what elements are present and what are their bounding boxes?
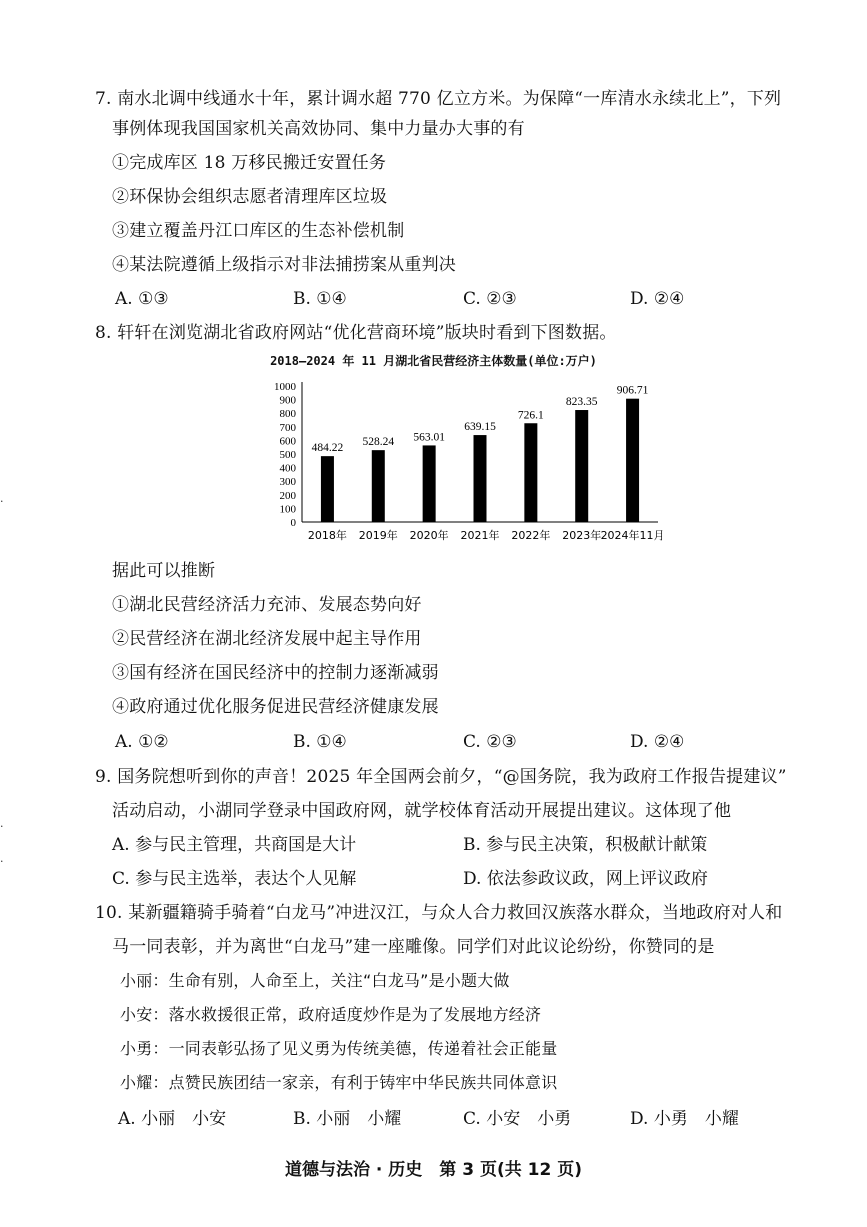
x-tick-label: 2020年	[409, 529, 449, 542]
q10-option-c: C. 小安 小勇	[463, 1109, 572, 1129]
y-tick-label: 1000	[274, 381, 296, 393]
q7-item-4: ④某法院遵循上级指示对非法捕捞案从重判决	[112, 255, 456, 275]
bar	[474, 435, 487, 522]
q10-opinion-xiaoyao: 小耀：点赞民族团结一家亲，有利于铸牢中华民族共同体意识	[120, 1073, 558, 1092]
binding-edge-mark: ·	[0, 495, 4, 508]
q7-item-1: ①完成库区 18 万移民搬迁安置任务	[112, 153, 387, 173]
bar	[626, 399, 639, 522]
bar-chart	[260, 372, 680, 552]
q7-item-3: ③建立覆盖丹江口库区的生态补偿机制	[112, 221, 405, 241]
bar	[372, 450, 385, 522]
y-tick-label: 300	[279, 476, 296, 489]
x-tick-label: 2024年11月	[600, 529, 665, 542]
q8-option-a: A. ①②	[115, 732, 169, 752]
q8-option-b: B. ①④	[293, 732, 347, 752]
y-tick-label: 700	[279, 421, 296, 434]
y-tick-label: 800	[279, 408, 296, 421]
data-label: 726.1	[517, 409, 544, 422]
q10-stem-line2: 马一同表彰，并为离世“白龙马”建一座雕像。同学们对此议论纷纷，你赞同的是	[112, 937, 715, 957]
bar	[321, 456, 334, 522]
y-tick-label: 900	[279, 394, 296, 407]
q10-option-b: B. 小丽 小耀	[293, 1109, 402, 1129]
x-tick-label: 2022年	[511, 529, 551, 542]
data-label: 528.24	[362, 436, 395, 449]
q9-option-b: B. 参与民主决策，积极献计献策	[463, 835, 708, 855]
x-tick-label: 2018年	[307, 529, 347, 542]
q8-item-3: ③国有经济在国民经济中的控制力逐渐减弱	[112, 663, 439, 683]
q10-opinion-xiaoli: 小丽：生命有别，人命至上，关注“白龙马”是小题大做	[120, 971, 510, 990]
y-tick-label: 400	[279, 462, 296, 475]
y-tick-label: 200	[279, 489, 296, 502]
q7-option-d: D. ②④	[630, 289, 685, 309]
chart-title: 2018–2024 年 11 月湖北省民营经济主体数量(单位:万户)	[270, 354, 597, 368]
q10-opinion-xiaoan: 小安：落水救援很正常，政府适度炒作是为了发展地方经济	[120, 1005, 542, 1024]
data-label: 823.35	[565, 396, 598, 409]
q10-stem-line1: 10. 某新疆籍骑手骑着“白龙马”冲进汉江，与众人合力救回汉族落水群众，当地政府对人和	[95, 903, 783, 923]
q7-option-b: B. ①④	[293, 289, 347, 309]
y-tick-label: 600	[279, 435, 296, 448]
q9-option-c: C. 参与民主选举，表达个人见解	[112, 869, 357, 889]
bar	[423, 445, 436, 522]
q7-option-a: A. ①③	[115, 289, 169, 309]
q7-stem-line1: 7. 南水北调中线通水十年，累计调水超 770 亿立方米。为保障“一库清水永续北上”，下列	[95, 89, 782, 109]
q9-stem-line2: 活动启动，小湖同学登录中国政府网，就学校体育活动开展提出建议。这体现了他	[112, 801, 732, 821]
q9-option-a: A. 参与民主管理，共商国是大计	[112, 835, 357, 855]
q8-lead: 据此可以推断	[112, 561, 216, 581]
bar	[524, 423, 537, 522]
q8-item-4: ④政府通过优化服务促进民营经济健康发展	[112, 697, 439, 717]
data-label: 906.71	[616, 384, 649, 397]
binding-edge-mark: ·	[0, 820, 4, 833]
x-tick-label: 2021年	[460, 529, 500, 542]
data-label: 563.01	[413, 431, 445, 444]
q7-item-2: ②环保协会组织志愿者清理库区垃圾	[112, 187, 388, 207]
data-label: 484.22	[311, 442, 344, 455]
q9-stem-line1: 9. 国务院想听到你的声音！2025 年全国两会前夕，“@国务院，我为政府工作报告提建议”	[95, 767, 787, 787]
y-tick-label: 0	[290, 517, 296, 529]
q10-opinion-xiaoyong: 小勇：一同表彰弘扬了见义勇为传统美德，传递着社会正能量	[120, 1039, 558, 1058]
q8-item-1: ①湖北民营经济活力充沛、发展态势向好	[112, 595, 422, 615]
x-tick-label: 2019年	[358, 529, 398, 542]
page-footer: 道德与法治 · 历史 第 3 页(共 12 页)	[285, 1160, 582, 1180]
x-tick-label: 2023年	[562, 529, 602, 542]
q8-stem: 8. 轩轩在浏览湖北省政府网站“优化营商环境”版块时看到下图数据。	[95, 323, 617, 343]
y-tick-label: 100	[279, 503, 296, 516]
q8-item-2: ②民营经济在湖北经济发展中起主导作用	[112, 629, 422, 649]
bar	[575, 410, 588, 522]
q7-option-c: C. ②③	[463, 289, 517, 309]
y-tick-label: 500	[279, 449, 296, 461]
q10-option-d: D. 小勇 小耀	[630, 1109, 739, 1129]
q8-option-c: C. ②③	[463, 732, 517, 752]
q10-option-a: A. 小丽 小安	[118, 1109, 227, 1129]
data-label: 639.15	[464, 421, 496, 434]
q8-option-d: D. ②④	[630, 732, 685, 752]
q7-stem-line2: 事例体现我国国家机关高效协同、集中力量办大事的有	[112, 119, 525, 139]
q9-option-d: D. 依法参政议政，网上评议政府	[463, 869, 708, 889]
binding-edge-mark: ·	[0, 855, 4, 868]
